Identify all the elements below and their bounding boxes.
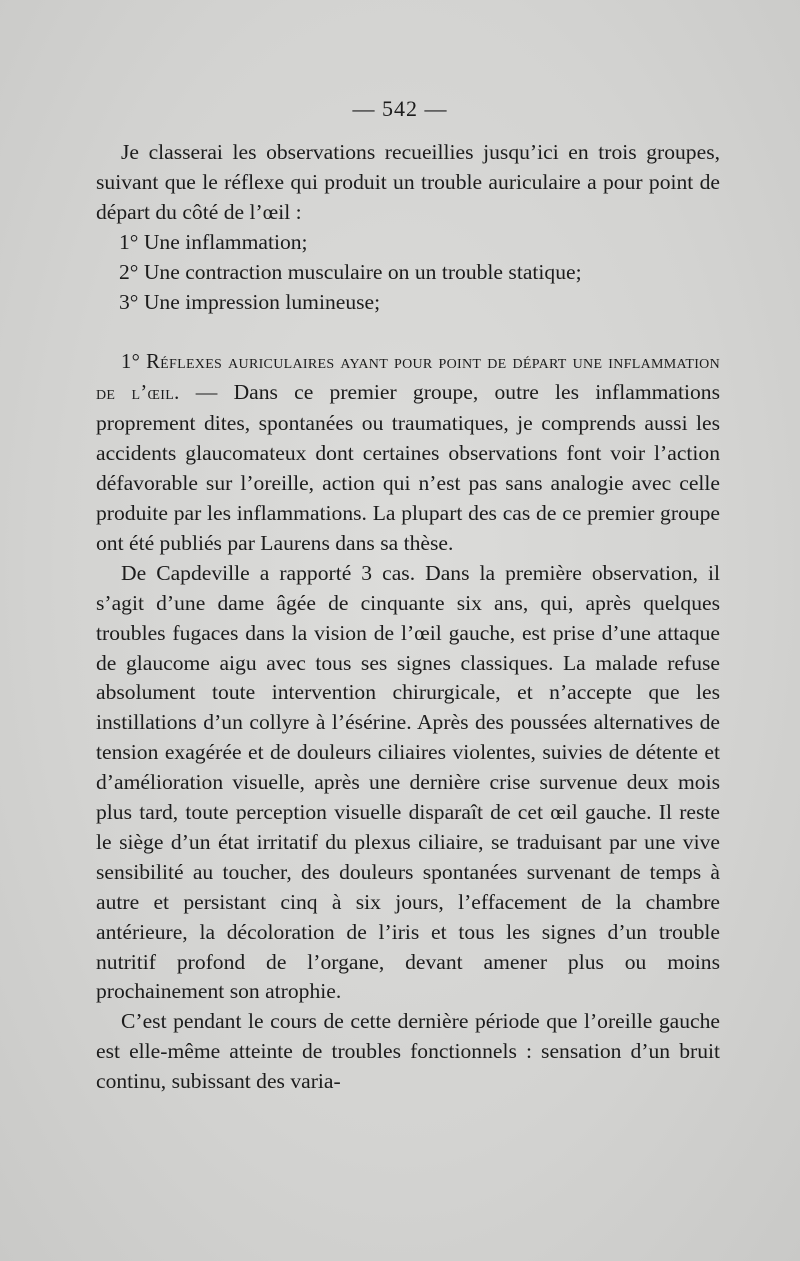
list-item: 3° Une impression lumineuse; [119,289,381,314]
list-item: 1° Une inflammation; [119,229,308,254]
section-heading: 1° Réflexes auriculaires ayant pour point de départ une inflammation de l’œil. [96,351,720,405]
list-item: 2° Une contraction musculaire on un trouble statique; [119,259,582,284]
section-spacer [96,317,720,347]
section-text: Dans ce premier groupe, outre les inflammations proprement dites, spontanées ou traumatiques, je comprends aussi les accidents glaucomateux dont certaines observations font voir l’action défavorable sur l’oreille, action qui n’est pas sans analogie avec celle produite par les inflammations. La plupart des cas de ce premier groupe ont été publiés par Laurens dans sa thèse. [96,380,721,555]
text-body [96,138,720,1097]
heading-dash: — [179,380,234,405]
intro-paragraph: Je classerai les observations recueillies jusqu’ici en trois groupes, suivant que le réflexe qui produit un trouble auriculaire a pour point de départ du côté de l’œil : [96,140,720,224]
case-paragraph: De Capdeville a rapporté 3 cas. Dans la première observation, il s’agit d’une dame âgée de cinquante six ans, qui, après quelques troubles fugaces dans la vision de l’œil gauche, est prise d’une attaque de glaucome aigu avec tous ses signes classiques. La malade refuse absolument toute intervention chirurgicale, et n’accepte que les instillations d’un collyre à l’ésérine. Après des poussées alternatives de tension exagérée et de douleurs ciliaires violentes, suivies de détente et d’amélioration visuelle, après une dernière crise survenue deux mois plus tard, toute perception visuelle disparaît de cet œil gauche. Il reste le siège d’un état irritatif du plexus ciliaire, se traduisant par une vive sensibilité au toucher, des douleurs spontanées survenant de temps à autre et persistant cinq à six jours, l’effacement de la chambre antérieure, la décoloration de l’iris et tous les signes d’un trouble nutritif profond de l’organe, devant amener plus ou moins prochainement son atrophie. [96,560,720,1004]
section-1-paragraph [96,347,720,558]
continuation-paragraph: C’est pendant le cours de cette dernière période que l’oreille gauche est elle-même atteinte de troubles fonctionnels : sensation d’un bruit continu, subissant des varia- [96,1009,720,1094]
page-number: — 542 — [352,96,448,121]
